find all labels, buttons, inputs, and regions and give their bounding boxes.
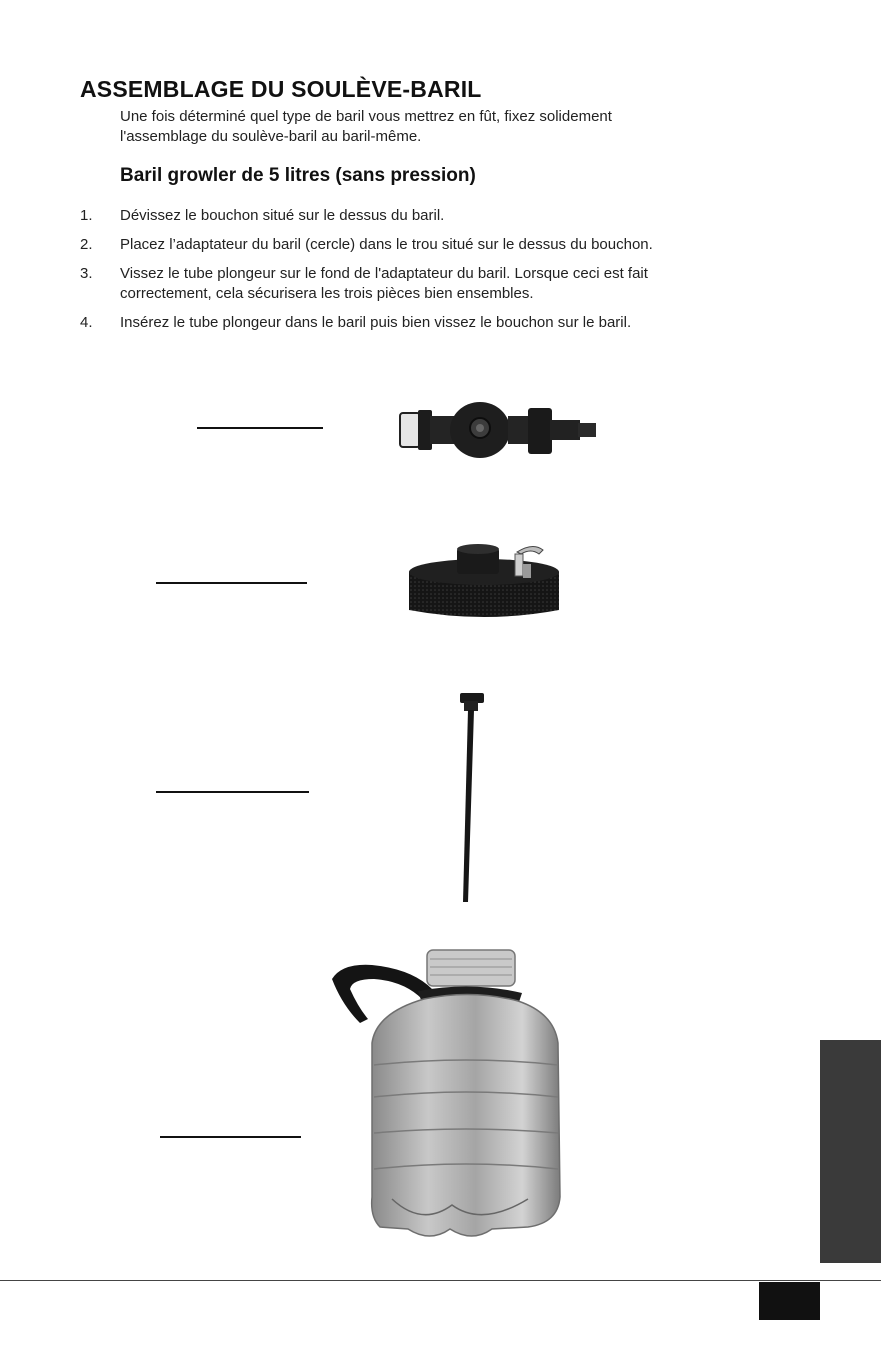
section-subtitle: Baril growler de 5 litres (sans pression) <box>120 165 476 186</box>
keg-cap-image <box>405 540 563 626</box>
growler-keg-label-line <box>160 1136 301 1138</box>
step-text: Placez l’adaptateur du baril (cercle) dans le trou situé sur le dessus du bouchon. <box>120 236 653 253</box>
step-number: 2. <box>80 236 93 253</box>
step-number: 4. <box>80 314 93 331</box>
step-item <box>80 264 740 304</box>
steps-list <box>80 206 740 333</box>
dip-tube-label-line <box>156 791 309 793</box>
step-number: 1. <box>80 207 93 224</box>
intro-paragraph: Une fois déterminé quel type de baril vous mettrez en fût, fixez solidement l'assemblage du soulève-baril au baril-même. <box>120 108 612 145</box>
growler-keg-image <box>332 947 564 1243</box>
step-item <box>80 313 740 333</box>
step-number: 3. <box>80 265 93 282</box>
step-item <box>80 235 740 255</box>
step-text: Vissez le tube plongeur sur le fond de l'adaptateur du baril. Lorsque ceci est fait correctement, cela sécurisera les trois pièces bien ensembles. <box>120 265 648 302</box>
page-title: ASSEMBLAGE DU SOULÈVE-BARIL <box>80 76 482 102</box>
footer-rule <box>0 1280 881 1281</box>
keg-adapter-image <box>390 398 602 464</box>
step-text: Dévissez le bouchon situé sur le dessus du baril. <box>120 207 445 224</box>
dip-tube-image <box>455 690 495 906</box>
keg-cap-label-line <box>156 582 307 584</box>
section-side-tab <box>820 1040 881 1263</box>
step-text: Insérez le tube plongeur dans le baril puis bien vissez le bouchon sur le baril. <box>120 314 632 331</box>
step-item <box>80 206 740 226</box>
page-number-box <box>759 1282 820 1320</box>
keg-adapter-label-line <box>197 427 323 429</box>
